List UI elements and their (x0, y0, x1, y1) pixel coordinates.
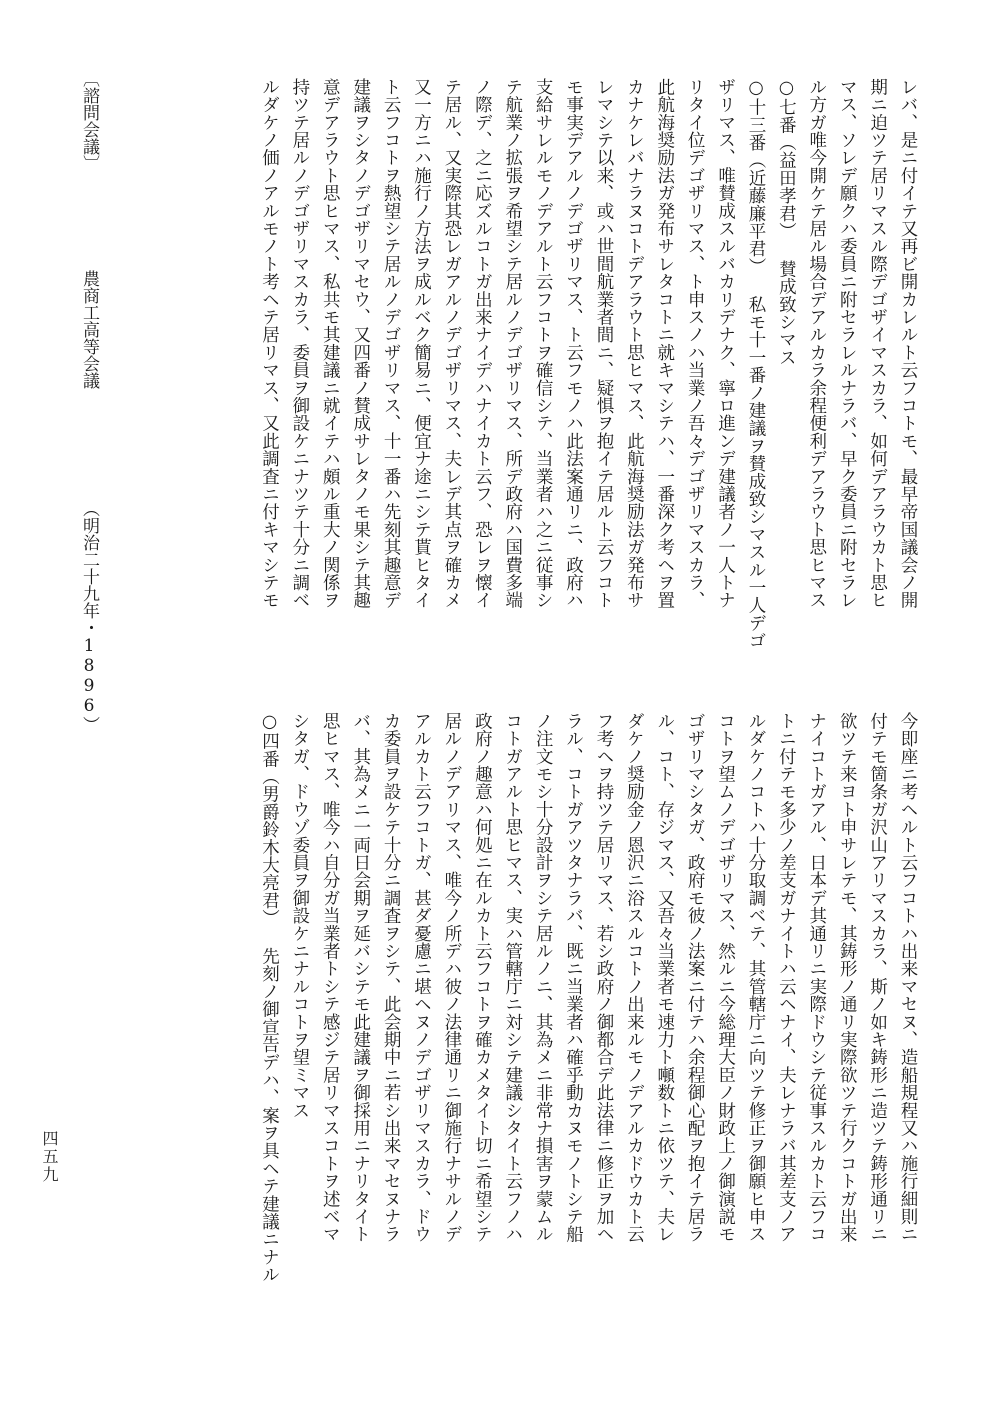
text-line: ダケノ奨励金ノ恩沢ニ浴スルコトノ出来ルモノデアルカドウカト云 (624, 712, 645, 1243)
text-line: 意デアラウト思ヒマス、私共モ其建議ニ就イテハ頗ル重大ノ関係ヲ (320, 78, 341, 609)
text-line: 思ヒマス、唯今ハ自分ガ当業者トシテ感ジテ居リマスコトヲ述ベマ (320, 712, 341, 1243)
upper-text-block (254, 78, 923, 678)
text-line: カ委員ヲ設ケテ十分ニ調査ヲシテ、此会期中ニ若シ出来マセヌナラ (381, 712, 402, 1243)
text-line: リタイ位デゴザリマス、ト申スノハ当業ノ吾々デゴザリマスカラ、 (685, 78, 706, 609)
text-line: マス、ソレデ願クハ委員ニ附セラレルナラバ、早ク委員ニ附セラレ (837, 78, 858, 609)
text-line: 政府ノ趣意ハ何処ニ在ルカト云フコトヲ確カメタイト切ニ希望シテ (472, 712, 493, 1243)
text-line: 此航海奨励法ガ発布サレタコトニ就キマシテハ、一番深ク考ヘヲ置 (654, 78, 675, 609)
text-line: レバ、是ニ付イテ又再ビ開カレルト云フコトモ、最早帝国議会ノ開 (898, 78, 918, 609)
text-line: コトガアルト思ヒマス、実ハ管轄庁ニ対シテ建議シタイト云フノハ (502, 712, 523, 1243)
text-line: フ考ヘヲ持ツテ居リマス、若シ政府ノ御都合デ此法律ニ修正ヲ加ヘ (593, 712, 614, 1243)
text-line: テ居ル、又実際其恐レガアルノデゴザリマス、夫レデ其点ヲ確カメ (441, 78, 462, 609)
text-line: シタガ、ドウゾ委員ヲ御設ケニナルコトヲ望ミマス (289, 712, 310, 1120)
text-line: ザリマス、唯賛成スルバカリデナク、寧ロ進ンデ建議者ノ一人トナ (715, 78, 736, 609)
header-section-label: 〔諮問会議〕 (79, 70, 99, 172)
text-line: ル、コト、存ジマス、又吾々当業者モ速力ト噸数トニ依ツテ、夫レ (654, 712, 675, 1243)
text-line: ルダケノ価ノアルモノト考ヘテ居リマス、又此調査ニ付キマシテモ (259, 78, 280, 609)
text-line: ノ注文モシ十分設計ヲシテ居ルノニ、其為メニ非常ナ損害ヲ蒙ムル (533, 712, 554, 1243)
header-date: （明治二十九年・1896） (79, 500, 99, 733)
text-line: ルダケノコトハ十分取調ベテ、其管轄庁ニ向ツテ修正ヲ御願ヒ申ス (745, 712, 766, 1243)
text-line: ラル、コトガアツタナラバ、既ニ当業者ハ確乎動カヌモノトシテ船 (563, 712, 584, 1243)
text-line: 居ルノデアリマス、唯今ノ所デハ彼ノ法律通リニ御施行ナサルノデ (441, 712, 462, 1243)
text-line: アルカト云フコトガ、甚ダ憂慮ニ堪ヘヌノデゴザリマスカラ、ドウ (411, 712, 432, 1243)
text-line: カナケレバナラヌコトデアラウト思ヒマス、此航海奨励法ガ発布サ (624, 78, 645, 609)
text-line: バ、其為メニ一両日会期ヲ延バシテモ此建議ヲ御採用ニナリタイト (350, 712, 371, 1243)
text-line: ナイコトガアル、日本デ其通リニ実際ドウシテ従事スルカト云フコ (806, 712, 827, 1243)
text-line: コトヲ望ムノデゴザリマス、然ルニ今総理大臣ノ財政上ノ御演説モ (715, 712, 736, 1243)
text-line: テ航業ノ拡張ヲ希望シテ居ルノデゴザリマス、所デ政府ハ国費多端 (502, 78, 523, 609)
text-line: ル方ガ唯今開ケテ居ル場合デアルカラ余程便利デアラウト思ヒマス (806, 78, 827, 609)
text-line: 持ツテ居ルノデゴザリマスカラ、委員ヲ御設ケニナツテ十分ニ調ベ (289, 78, 310, 609)
text-line: トニ付テモ多少ノ差支ガナイトハ云ヘナイ、夫レナラバ其差支ノア (776, 712, 797, 1243)
text-line: ト云フコトヲ熱望シテ居ルノデゴザリマス、十一番ハ先刻其趣意デ (381, 78, 402, 609)
text-line: モ事実デアルノデゴザリマス、ト云フモノハ此法案通リニ、政府ハ (563, 78, 584, 609)
text-line: ○七番（益田孝君） 賛成致シマス (776, 78, 797, 367)
page-number: 四五九 (40, 1130, 59, 1184)
text-line: 欲ツテ来ヨト申サレテモ、其鋳形ノ通リ実際欲ツテ行クコトガ出来 (837, 712, 858, 1243)
text-line: 建議ヲシタノデゴザリマセウ、又四番ノ賛成サレタノモ果シテ其趣 (350, 78, 371, 609)
header-title: 農商工高等会議 (79, 270, 99, 389)
text-line: 付テモ箇条ガ沢山アリマスカラ、斯ノ如キ鋳形ニ造ツテ鋳形通リニ (867, 712, 888, 1243)
text-line: ○十三番（近藤廉平君） 私モ十一番ノ建議ヲ賛成致シマスル一人デゴ (745, 78, 766, 650)
text-line: 今即座ニ考ヘルト云フコトハ出来マセヌ、造船規程又ハ施行細則ニ (898, 712, 918, 1243)
text-line: ゴザリマシタガ、政府モ彼ノ法案ニ付テハ余程御心配ヲ抱イテ居ラ (685, 712, 706, 1243)
text-line: ○四番（男爵鈴木大亮君） 先刻ノ御宣告デハ、案ヲ具ヘテ建議ニナル (259, 712, 280, 1284)
text-line: 又一方ニハ施行ノ方法ヲ成ルベク簡易ニ、便宜ナ途ニシテ貰ヒタイ (411, 78, 432, 609)
running-header (20, 70, 100, 733)
text-line: 期ニ迫ツテ居リマスル際デゴザイマスカラ、如何デアラウカト思ヒ (867, 78, 888, 609)
text-line: ノ際デ、之ニ応ズルコトガ出来ナイデハナイカト云フ、恐レヲ懐イ (472, 78, 493, 609)
text-line: レマシテ以来、或ハ世間航業者間ニ、疑惧ヲ抱イテ居ルト云フコト (593, 78, 614, 609)
text-line: 支給サレルモノデアルト云フコトヲ確信シテ、当業者ハ之ニ従事シ (533, 78, 554, 609)
lower-text-block (254, 712, 923, 1312)
